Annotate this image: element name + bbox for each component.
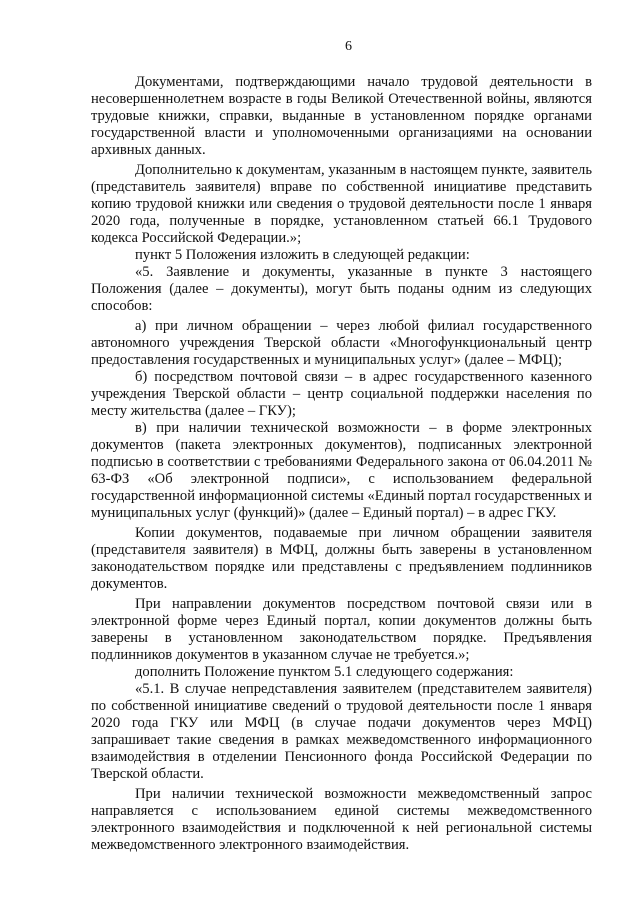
page-number: 6	[345, 39, 352, 54]
paragraph-copies-mfc: Копии документов, подаваемые при личном обращении заявителя (представителя заявителя) в МФЦ, должны быть заверены в установленном законодательством порядке или представлены с предъявлением подлинников документов.	[91, 525, 592, 592]
paragraph-clause-5-1: «5.1. В случае непредставления заявителем (представителем заявителя) по собственной инициативе сведений о трудовой деятельности после 1 января 2020 года ГКУ или МФЦ (в случае подачи документов через МФЦ) запрашивает такие сведения в рамках межведомственного информационного взаимодействия в отделении Пенсионного фонда Российской Федерации по Тверской области.	[91, 681, 592, 782]
paragraph-interagency-request: При наличии технической возможности межведомственный запрос направляется с использованием единой системы межведомственного электронного взаимодействия и подключенной к ней региональной системы межведомственного электронного взаимодействия.	[91, 786, 592, 853]
paragraph-postal-electronic: При направлении документов посредством почтовой связи или в электронной форме через Единый портал, копии документов должны быть заверены в установленном законодательством порядке. Предъявления подлинников документов в указанном случае не требуется.»;	[91, 596, 592, 663]
paragraph-additional-documents: Дополнительно к документам, указанным в настоящем пункте, заявитель (представитель заявителя) вправе по собственной инициативе представить копию трудовой книжки или сведения о трудовой деятельности после 1 января 2020 года, полученные в порядке, установленном статьей 66.1 Трудового кодекса Российской Федерации.»;	[91, 162, 592, 246]
paragraph-clause-5-intro: пункт 5 Положения изложить в следующей редакции:	[135, 247, 470, 263]
paragraph-item-a: а) при личном обращении – через любой филиал государственного автономного учреждения Тверской области «Многофункциональный центр предоставления государственных и муниципальных услуг» (далее – МФЦ);	[91, 318, 592, 368]
paragraph-archive-documents: Документами, подтверждающими начало трудовой деятельности в несовершеннолетнем возрасте в годы Великой Отечественной войны, являются трудовые книжки, справки, выданные в установленном порядке органами государственной власти и уполномоченными организациями на основании архивных данных.	[91, 74, 592, 158]
paragraph-item-b: б) посредством почтовой связи – в адрес государственного казенного учреждения Тверской области – центр социальной поддержки населения по месту жительства (далее – ГКУ);	[91, 369, 592, 419]
paragraph-clause-5: «5. Заявление и документы, указанные в пункте 3 настоящего Положения (далее – документы), могут быть поданы одним из следующих способов:	[91, 264, 592, 314]
paragraph-item-v: в) при наличии технической возможности – в форме электронных документов (пакета электронных документов), подписанных электронной подписью в соответствии с требованиями Федерального закона от 06.04.2011 № 63-ФЗ «Об электронной подписи», с использованием федеральной государственной информационной системы «Единый портал государственных и муниципальных услуг (функций)» (далее – Единый портал) – в адрес ГКУ.	[91, 420, 592, 521]
paragraph-clause-5-1-intro: дополнить Положение пунктом 5.1 следующего содержания:	[135, 664, 514, 680]
